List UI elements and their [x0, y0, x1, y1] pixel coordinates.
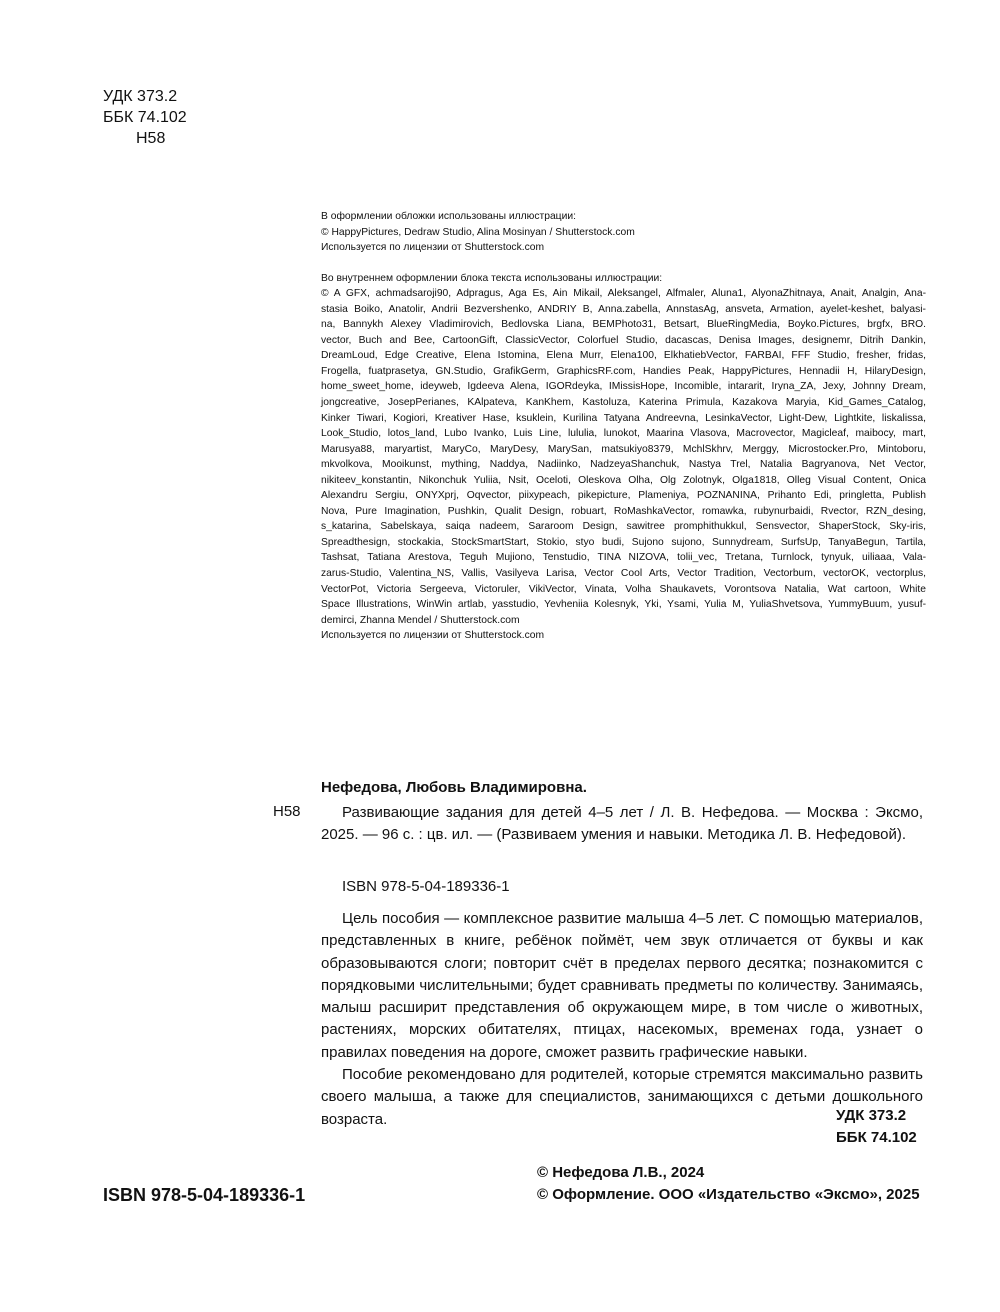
- credit-line: Nova, Pure Imagination, Pushkin, Qualit Design, robuart, RoMashkaVector, romawka, rubynurbaidi, Rvector, RZN_desing,: [321, 505, 926, 517]
- credit-line: Tashsat, Tatiana Arestova, Teguh Mujiono, Tenstudio, TINA NIZOVA, tolii_vec, Tretana, Turnlock, tynyuk, uiliaaa, Vala-: [321, 552, 926, 564]
- footer-classification-codes: [836, 1105, 917, 1149]
- credit-line: vector, Buch and Bee, CartoonGift, ClassicVector, Colorfuel Studio, dacascas, Denisa Images, designemr, Ditrih Dankin,: [321, 334, 926, 346]
- footer-bbk-code: ББК 74.102: [836, 1129, 917, 1146]
- credit-line: Alexandru Sergiu, ONYXprj, Oqvector, piixypeach, pikepicture, Plameniya, POZNANINA, Prihanto Edi, pringletta, Publish: [321, 490, 926, 502]
- credit-line: nikiteev_konstantin, Nikonchuk Yuliia, Nsit, Oceloti, Oleskova Olha, Olg Zolotnyk, Olga1818, Olleg Visual Content, Onica: [321, 474, 926, 486]
- annotation-paragraph-2: Пособие рекомендовано для родителей, которые стремятся максимально развить своего малыша, а также для специалистов, занимающихся с детьми дошкольного возраста.: [321, 1066, 923, 1128]
- annotation: [321, 908, 923, 1131]
- credit-line: stasia Boiko, Anatolir, Andrii Bezvershenko, ANDRIY B, Anna.zabella, AnnstasAg, ansveta, Armation, ayelet-keshet, balyasi-: [321, 303, 926, 315]
- credit-line: © A GFX, achmadsaroji90, Adpragus, Aga Es, Ain Mikail, Aleksangel, Alfmaler, Aluna1, AlyonaZhitnaya, Anait, Analgin, Ana-: [321, 288, 926, 300]
- credit-line: Frogella, fuatprasetya, GN.Studio, GrafikGerm, GraphicsRF.com, Handies Peak, HappyPictures, Hennadii H, HilaryDesign,: [321, 365, 926, 377]
- footer-udk-code: УДК 373.2: [836, 1107, 907, 1124]
- credit-line: zarus-Studio, Valentina_NS, Vallis, Vasilyeva Larisa, Vector Cool Arts, Vector Tradition, Vectorbum, vectorOK, vectorplus,: [321, 568, 926, 580]
- footer-isbn: ISBN 978-5-04-189336-1: [103, 1185, 306, 1205]
- credit-line: Marusya88, maryartist, MaryCo, MaryDesy, MarySan, matsukiyo8379, MchlSkhrv, Merggy, Microstocker.Pro, Mintoboru,: [321, 443, 926, 455]
- cutter-code: Н58: [136, 130, 166, 147]
- copyright-author: © Нефедова Л.В., 2024: [537, 1164, 705, 1181]
- record-description: Развивающие задания для детей 4–5 лет / Л. В. Нефедова. — Москва : Эксмо, 2025. — 96 с. : цв. ил. — (Развиваем умения и навыки. Методика Л. В. Нефедовой).: [321, 804, 923, 843]
- record-author: Нефедова, Любовь Владимировна.: [321, 779, 587, 796]
- credit-line: Kinker Tiwari, Kogiori, Kreativer Hase, ksuklein, Kurilina Tatyana Andreevna, LesinkaVector, Light-Dew, Lightkite, liskalissa,: [321, 412, 926, 424]
- credit-line: na, Bannykh Alexey Vladimirovich, Bedlovska Liana, BEMPhoto31, Betsart, BlueRingMedia, Boyko.Pictures, brgfx, BRO.: [321, 319, 926, 331]
- record-isbn: ISBN 978-5-04-189336-1: [342, 878, 510, 895]
- record-description-block: [321, 802, 923, 846]
- inner-credits-license: Используется по лицензии от Shutterstock.com: [321, 630, 545, 642]
- credit-line: mkvolkova, Mooikunst, mything, Naddya, Nadiinko, NadzeyaShanchuk, Nastya Trel, Natalia Bagryanova, Net Vector,: [321, 459, 926, 471]
- credit-line-last: demirci, Zhanna Mendel / Shutterstock.com: [321, 614, 520, 626]
- copyright-block: [537, 1162, 920, 1206]
- credit-line: VectorPot, Victoria Sergeeva, Victoruler, VikiVector, Vinata, Volha Shaukavets, Vorontsova Natalia, Wat cartoon, White: [321, 583, 926, 595]
- credit-line: jongcreative, JosepPerianes, KAlpateva, KanKhem, Kastoluza, Katerina Primula, Kazakova Maryia, Kid_Games_Catalog,: [321, 397, 926, 409]
- cover-credits-license: Используется по лицензии от Shutterstock.com: [321, 242, 545, 254]
- credit-line: s_katarina, Sabelskaya, saiqa nadeem, Sararoom Design, sawitree promphithukkul, Sensvector, ShaperStock, Sky-iris,: [321, 521, 926, 533]
- bbk-code: ББК 74.102: [103, 109, 187, 126]
- credit-line: Space Illustrations, WinWin artlab, yasstudio, Yevheniia Kolesnyk, Yki, Ysami, Yulia M, YuliaShvetsova, YummyBuum, yusuf-: [321, 599, 926, 611]
- credit-line: DreamLoud, Edge Creative, Elena Istomina, Elena Murr, Elena100, ElkhatiebVector, FARBAI, FFF Studio, fresher, fridas,: [321, 350, 926, 362]
- annotation-paragraph-1: Цель пособия — комплексное развитие малыша 4–5 лет. С помощью материалов, представленных в книге, ребёнок поймёт, чем звук отличается от буквы и как образовываются слоги; повторит счёт в пределах первого десятка; познакомится с порядковыми числительными; будет сравнивать предметы по количеству. Занимаясь, малыш расширит представления об окружающем мире, в том числе о животных, растениях, морских обитателях, птицах, насекомых, временах года, узнает о правилах поведения на дороге, сможет развить графические навыки.: [321, 910, 923, 1061]
- udk-code: УДК 373.2: [103, 88, 178, 105]
- inner-credits-intro: Во внутреннем оформлении блока текста использованы иллюстрации:: [321, 272, 663, 284]
- copyright-design: © Оформление. ООО «Издательство «Эксмо», 2025: [537, 1186, 920, 1203]
- spacer: [321, 256, 926, 271]
- cover-credits-names: © HappyPictures, Dedraw Studio, Alina Mosinyan / Shutterstock.com: [321, 226, 635, 238]
- illustration-credits: [321, 209, 926, 644]
- credit-line: Look_Studio, lotos_land, Lubo Ivanko, Luis Line, lululia, lunokot, Maarina Vlasova, Macrovector, Magicleaf, maibocy, mart,: [321, 428, 926, 440]
- record-cutter: Н58: [273, 803, 301, 820]
- cover-credits-intro: В оформлении обложки использованы иллюстрации:: [321, 211, 576, 222]
- credit-line: Spreadthesign, stockakia, StockSmartStart, Stokio, styo budi, Sujono sujono, Sunnydream, SurfsUp, TanyaBegun, Tartila,: [321, 536, 926, 548]
- credit-line: home_sweet_home, ideyweb, Igdeeva Alena, IGORdeyka, IMissisHope, Incomible, intararit, Iryna_ZA, Jexy, Johnny Dream,: [321, 381, 926, 393]
- classification-codes: [103, 86, 187, 149]
